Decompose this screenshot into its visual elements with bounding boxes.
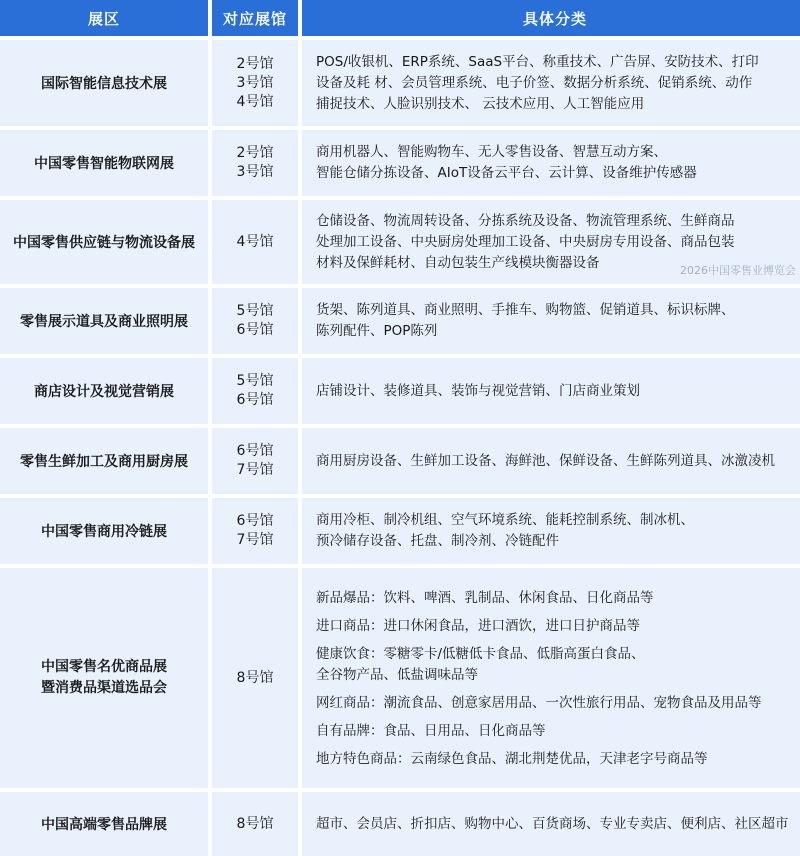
watermark: 2026中国零售业博览会 — [680, 264, 796, 277]
header-hall: 对应展馆 — [212, 0, 298, 36]
hall-cell — [212, 568, 298, 788]
hall-number: 4号馆 — [236, 93, 274, 110]
category-line: 新品爆品：饮料、啤酒、乳制品、休闲食品、日化商品等 — [316, 590, 654, 606]
hall-number: 6号馆 — [236, 443, 274, 459]
category-cell — [302, 40, 800, 126]
hall-number: 3号馆 — [236, 164, 274, 180]
hall-number: 5号馆 — [236, 373, 274, 389]
zone-name: 中国零售商用冷链展 — [0, 498, 208, 564]
category-cell — [302, 428, 800, 494]
zone-name: 商店设计及视觉营销展 — [0, 358, 208, 424]
category-line: 健康饮食：零糖零卡/低糖低卡食品、低脂高蛋白食品、 全谷物产品、低盐调味品等 — [316, 646, 645, 683]
category-cell — [302, 498, 800, 564]
hall-number: 6号馆 — [236, 322, 274, 338]
category-text: 商用机器人、智能购物车、无人零售设备、智慧互动方案、 智能仓储分拣设备、AIoT设备云平台、云计算、设备维护传感器 — [316, 144, 697, 181]
hall-number: 7号馆 — [236, 462, 274, 478]
category-cell — [302, 288, 800, 354]
hall-cell — [212, 288, 298, 354]
hall-cell — [212, 40, 298, 126]
hall-number: 8号馆 — [236, 815, 274, 832]
category-cell — [302, 792, 800, 856]
header-category: 具体分类 — [302, 0, 800, 36]
hall-number: 6号馆 — [236, 513, 274, 529]
category-cell — [302, 358, 800, 424]
category-text: 商用冷柜、制冷机组、空气环境系统、能耗控制系统、制冰机、 预冷储存设备、托盘、制冷剂、冷链配件 — [316, 512, 694, 549]
zone-name: 零售展示道具及商业照明展 — [0, 288, 208, 354]
hall-number: 8号馆 — [236, 669, 274, 686]
hall-number: 7号馆 — [236, 532, 274, 548]
category-text: 超市、会员店、折扣店、购物中心、百货商场、专业专卖店、便利店、社区超市 — [316, 815, 789, 832]
zone-name: 中国高端零售品牌展 — [0, 792, 208, 856]
category-line: 自有品牌：食品、日用品、日化商品等 — [316, 723, 546, 739]
hall-cell — [212, 428, 298, 494]
category-cell — [302, 568, 800, 788]
category-text: 货架、陈列道具、商业照明、手推车、购物篮、促销道具、标识标牌、 陈列配件、POP陈列 — [316, 302, 735, 339]
hall-number: 2号馆 — [236, 145, 274, 161]
category-text: 商用厨房设备、生鲜加工设备、海鲜池、保鲜设备、生鲜陈列道具、冰激凌机 — [316, 452, 775, 469]
zone-name: 中国零售供应链与物流设备展 — [0, 200, 208, 284]
zone-name: 中国零售智能物联网展 — [0, 130, 208, 196]
category-line: 网红商品：潮流食品、创意家居用品、一次性旅行用品、宠物食品及用品等 — [316, 695, 762, 711]
hall-cell — [212, 792, 298, 856]
zone-name: 国际智能信息技术展 — [0, 40, 208, 126]
category-line: 地方特色商品：云南绿色食品、湖北荆楚优品，天津老字号商品等 — [316, 751, 708, 767]
category-text: 店铺设计、装修道具、装饰与视觉营销、门店商业策划 — [316, 382, 640, 399]
hall-cell — [212, 358, 298, 424]
header-zone: 展区 — [0, 0, 208, 36]
hall-number: 6号馆 — [236, 392, 274, 408]
hall-number: 4号馆 — [236, 233, 274, 250]
category-text: 仓储设备、物流周转设备、分拣系统及设备、物流管理系统、生鲜商品 处理加工设备、中央厨房处理加工设备、中央厨房专用设备、商品包装 材料及保鲜耗材、自动包装生产线模块衡器设备 — [316, 212, 735, 271]
hall-number: 2号馆 — [236, 55, 274, 72]
zone-name — [0, 568, 208, 788]
hall-cell — [212, 130, 298, 196]
hall-number: 3号馆 — [236, 74, 274, 91]
zone-name: 零售生鲜加工及商用厨房展 — [0, 428, 208, 494]
hall-cell — [212, 498, 298, 564]
category-line: 进口商品：进口休闲食品，进口酒饮，进口日护商品等 — [316, 618, 640, 634]
category-list — [316, 586, 762, 770]
category-cell — [302, 130, 800, 196]
zone-name-text: 中国零售名优商品展 暨消费品渠道选品会 — [41, 659, 167, 696]
hall-cell — [212, 200, 298, 284]
category-text: POS/收银机、ERP系统、SaaS平台、称重技术、广告屏、安防技术、打印 设备及耗 材、会员管理系统、电子价签、数据分析系统、促销系统、动作 捕捉技术、人脸识别技术、 云技术应用、人工智能应用 — [316, 53, 759, 112]
hall-number: 5号馆 — [236, 303, 274, 319]
